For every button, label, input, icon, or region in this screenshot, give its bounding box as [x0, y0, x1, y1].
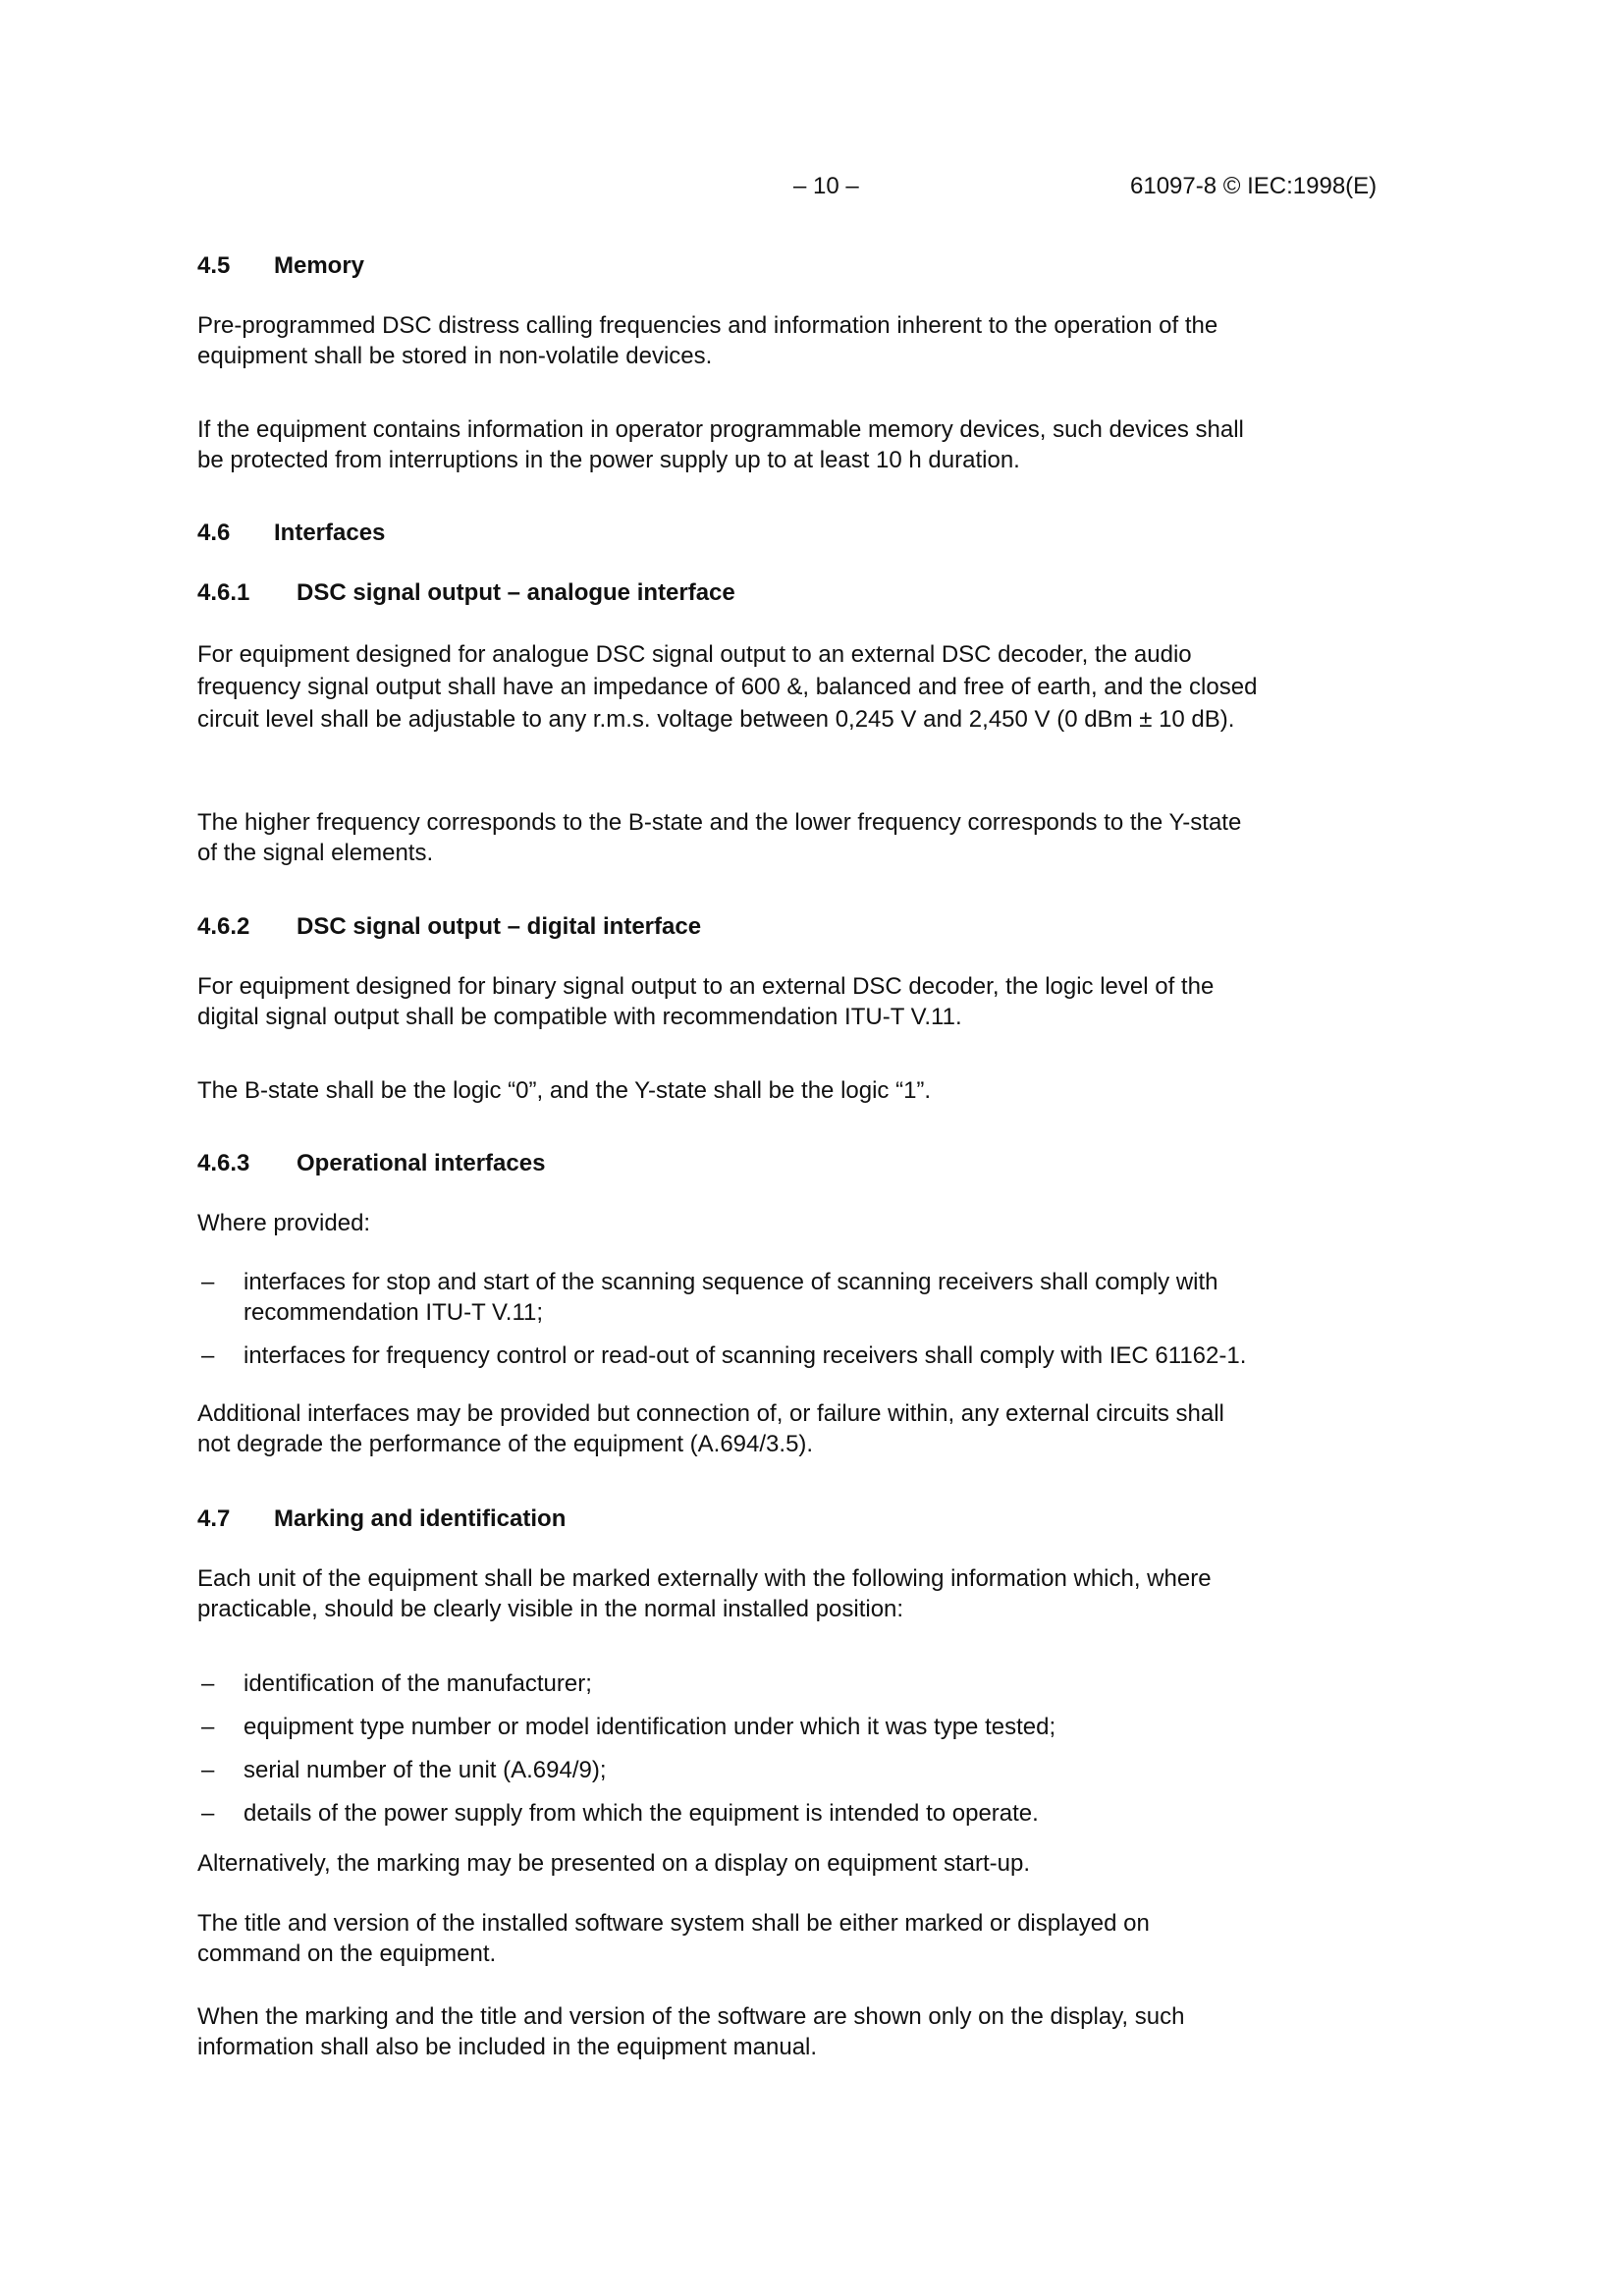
list-item-text: details of the power supply from which the equipment is intended to operate.	[243, 1800, 1039, 1827]
paragraph: The B-state shall be the logic “0”, and the Y-state shall be the logic “1”.	[197, 1077, 932, 1104]
section-heading-4-6	[197, 519, 385, 548]
bullet-dash: –	[201, 1269, 215, 1295]
paragraph: If the equipment contains information in operator programmable memory devices, such devices shall be protected from interruptions in the power supply up to at least 10 h duration.	[197, 416, 1244, 473]
paragraph: For equipment designed for analogue DSC signal output to an external DSC decoder, the audio frequency signal output shall have an impedance of 600 &, balanced and free of earth, and the closed circuit level shall be adjustable to any r.m.s. voltage between 0,245 V and 2,450 V (0 dBm ± 10 dB).	[197, 641, 1258, 733]
list-item-text: serial number of the unit (A.694/9);	[243, 1757, 607, 1783]
list-item	[197, 1267, 1265, 1328]
section-title: Interfaces	[274, 519, 386, 546]
list-item	[197, 1668, 1405, 1699]
section-heading-4-7	[197, 1504, 566, 1534]
list-item	[197, 1712, 1405, 1742]
bullet-dash: –	[201, 1342, 215, 1369]
section-title: Memory	[274, 252, 365, 279]
section-heading-4-6-3	[197, 1149, 545, 1178]
list-item	[197, 1340, 1451, 1371]
section-title: Marking and identification	[274, 1505, 567, 1532]
list-item-text: identification of the manufacturer;	[243, 1670, 592, 1697]
section-number: 4.6	[197, 519, 231, 546]
section-title: Operational interfaces	[297, 1150, 546, 1176]
bullet-dash: –	[201, 1800, 215, 1827]
paragraph: Pre-programmed DSC distress calling frequencies and information inherent to the operation of the equipment shall be stored in non-volatile devices.	[197, 312, 1218, 369]
paragraph: For equipment designed for binary signal output to an external DSC decoder, the logic level of the digital signal output shall be compatible with recommendation ITU-T V.11.	[197, 973, 1215, 1030]
bullet-dash: –	[201, 1714, 215, 1740]
section-title: DSC signal output – digital interface	[297, 913, 702, 940]
list-item-text: interfaces for stop and start of the scanning sequence of scanning receivers shall comply with recommendation ITU-T V.11;	[243, 1269, 1218, 1326]
list-item	[197, 1755, 1405, 1785]
section-title: DSC signal output – analogue interface	[297, 579, 735, 606]
paragraph: The higher frequency corresponds to the B-state and the lower frequency corresponds to the Y-state of the signal elements.	[197, 809, 1242, 866]
section-heading-4-6-2	[197, 912, 701, 942]
section-heading-4-5	[197, 251, 364, 281]
bullet-dash: –	[201, 1670, 215, 1697]
page-number: – 10 –	[793, 173, 859, 199]
paragraph: When the marking and the title and version of the software are shown only on the display, such information shall also be included in the equipment manual.	[197, 2003, 1185, 2060]
paragraph: The title and version of the installed software system shall be either marked or displayed on command on the equipment.	[197, 1910, 1150, 1967]
paragraph: Where provided:	[197, 1210, 371, 1236]
paragraph: Each unit of the equipment shall be marked externally with the following information which, where practicable, should be clearly visible in the normal installed position:	[197, 1565, 1212, 1622]
list-item-text: interfaces for frequency control or read-out of scanning receivers shall comply with IEC 61162-1.	[243, 1342, 1247, 1369]
section-number: 4.7	[197, 1505, 231, 1532]
bullet-dash: –	[201, 1757, 215, 1783]
section-number: 4.6.1	[197, 579, 250, 606]
document-id: 61097-8 © IEC:1998(E)	[1130, 173, 1378, 199]
section-number: 4.5	[197, 252, 231, 279]
paragraph: Additional interfaces may be provided but connection of, or failure within, any external circuits shall not degrade the performance of the equipment (A.694/3.5).	[197, 1400, 1224, 1457]
section-number: 4.6.2	[197, 913, 250, 940]
list-item-text: equipment type number or model identification under which it was type tested;	[243, 1714, 1056, 1740]
bullet-list	[197, 1668, 1405, 1829]
section-heading-4-6-1	[197, 578, 735, 608]
paragraph: Alternatively, the marking may be presented on a display on equipment start-up.	[197, 1850, 1031, 1877]
list-item	[197, 1798, 1405, 1829]
bullet-list	[197, 1267, 1405, 1371]
section-number: 4.6.3	[197, 1150, 250, 1176]
